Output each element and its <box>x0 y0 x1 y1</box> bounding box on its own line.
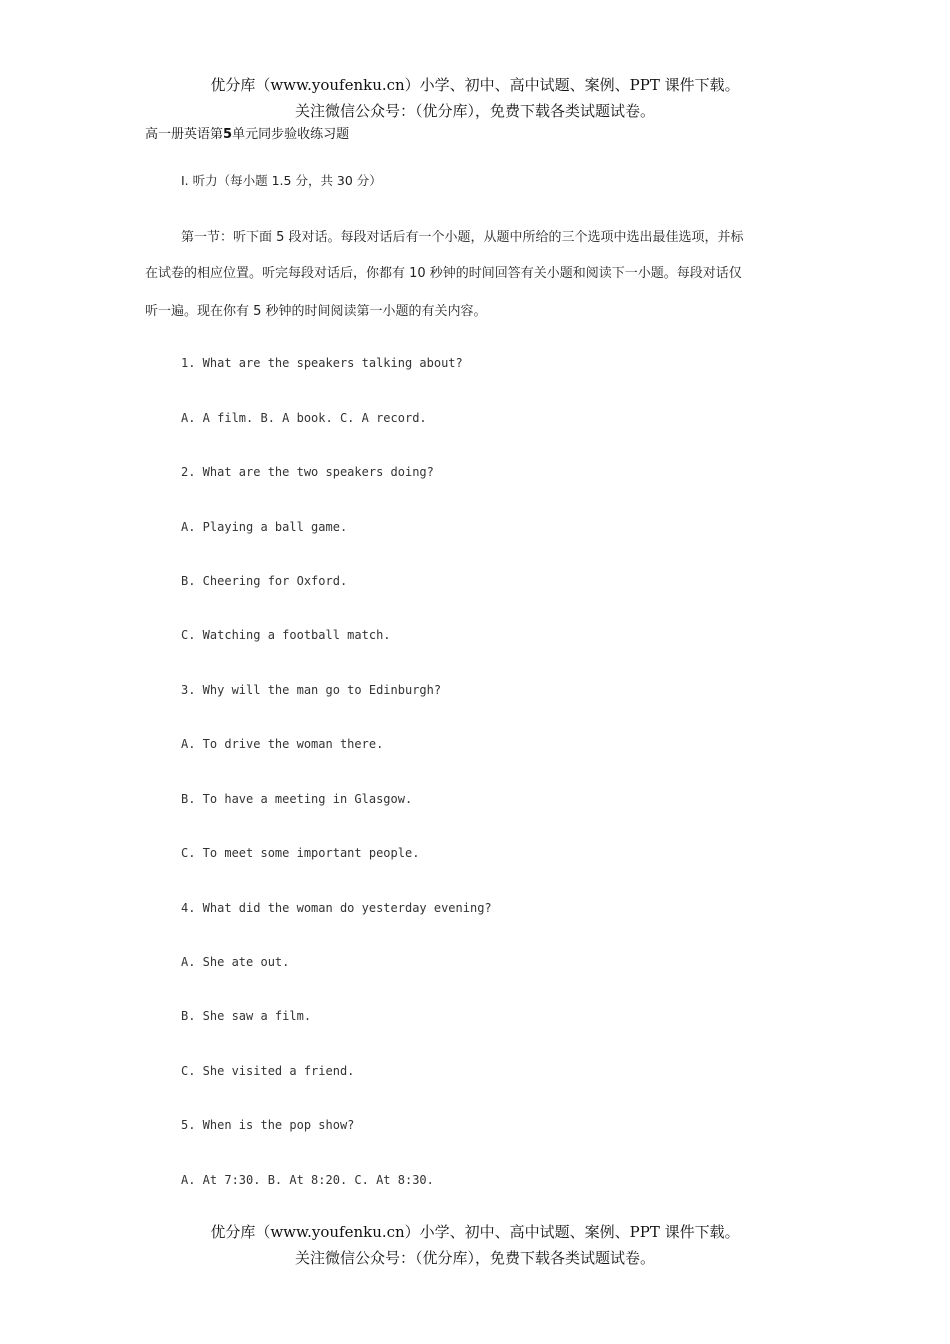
question-4: 4. What did the woman do yesterday evening? <box>181 901 492 915</box>
document-title <box>145 123 349 142</box>
title-prefix: 高一册英语第 <box>145 127 224 142</box>
question-5: 5. When is the pop show? <box>181 1118 355 1132</box>
question-2-option-c: C. Watching a football match. <box>181 628 391 642</box>
question-2-option-b: B. Cheering for Oxford. <box>181 574 348 588</box>
header-line-2: 关注微信公众号：（优分库），免费下载各类试题试卷。 <box>294 102 655 120</box>
question-4-option-b: B. She saw a film. <box>181 1009 312 1023</box>
header-line-1: 优分库（www.youfenku.cn）小学、初中、高中试题、案例、PPT 课件下载。 <box>210 76 740 94</box>
question-5-options: A. At 7:30. B. At 8:20. C. At 8:30. <box>181 1173 434 1187</box>
question-2-option-a: A. Playing a ball game. <box>181 520 348 534</box>
footer-line-1: 优分库（www.youfenku.cn）小学、初中、高中试题、案例、PPT 课件下载。 <box>210 1223 740 1241</box>
question-3-option-b: B. To have a meeting in Glasgow. <box>181 792 413 806</box>
title-suffix: 单元同步验收练习题 <box>232 127 350 142</box>
question-4-option-c: C. She visited a friend. <box>181 1064 355 1078</box>
instruction-line-1: 第一节：听下面 5 段对话。每段对话后有一个小题，从题中所给的三个选项中选出最佳选项，并标 <box>181 230 744 245</box>
question-3-option-a: A. To drive the woman there. <box>181 737 384 751</box>
section-heading: I. 听力（每小题 1.5 分，共 30 分） <box>181 173 382 188</box>
footer-line-2: 关注微信公众号：（优分库），免费下载各类试题试卷。 <box>294 1249 655 1267</box>
question-2: 2. What are the two speakers doing? <box>181 465 434 479</box>
question-3-option-c: C. To meet some important people. <box>181 846 420 860</box>
title-unit: 5 <box>223 127 233 142</box>
instruction-line-3: 听一遍。现在你有 5 秒钟的时间阅读第一小题的有关内容。 <box>145 304 487 319</box>
question-4-option-a: A. She ate out. <box>181 955 290 969</box>
instruction-line-2: 在试卷的相应位置。听完每段对话后，你都有 10 秒钟的时间回答有关小题和阅读下一小题。每段对话仅 <box>145 266 742 281</box>
question-3: 3. Why will the man go to Edinburgh? <box>181 683 442 697</box>
question-1-options: A. A film. B. A book. C. A record. <box>181 411 427 425</box>
question-1: 1. What are the speakers talking about? <box>181 356 463 370</box>
